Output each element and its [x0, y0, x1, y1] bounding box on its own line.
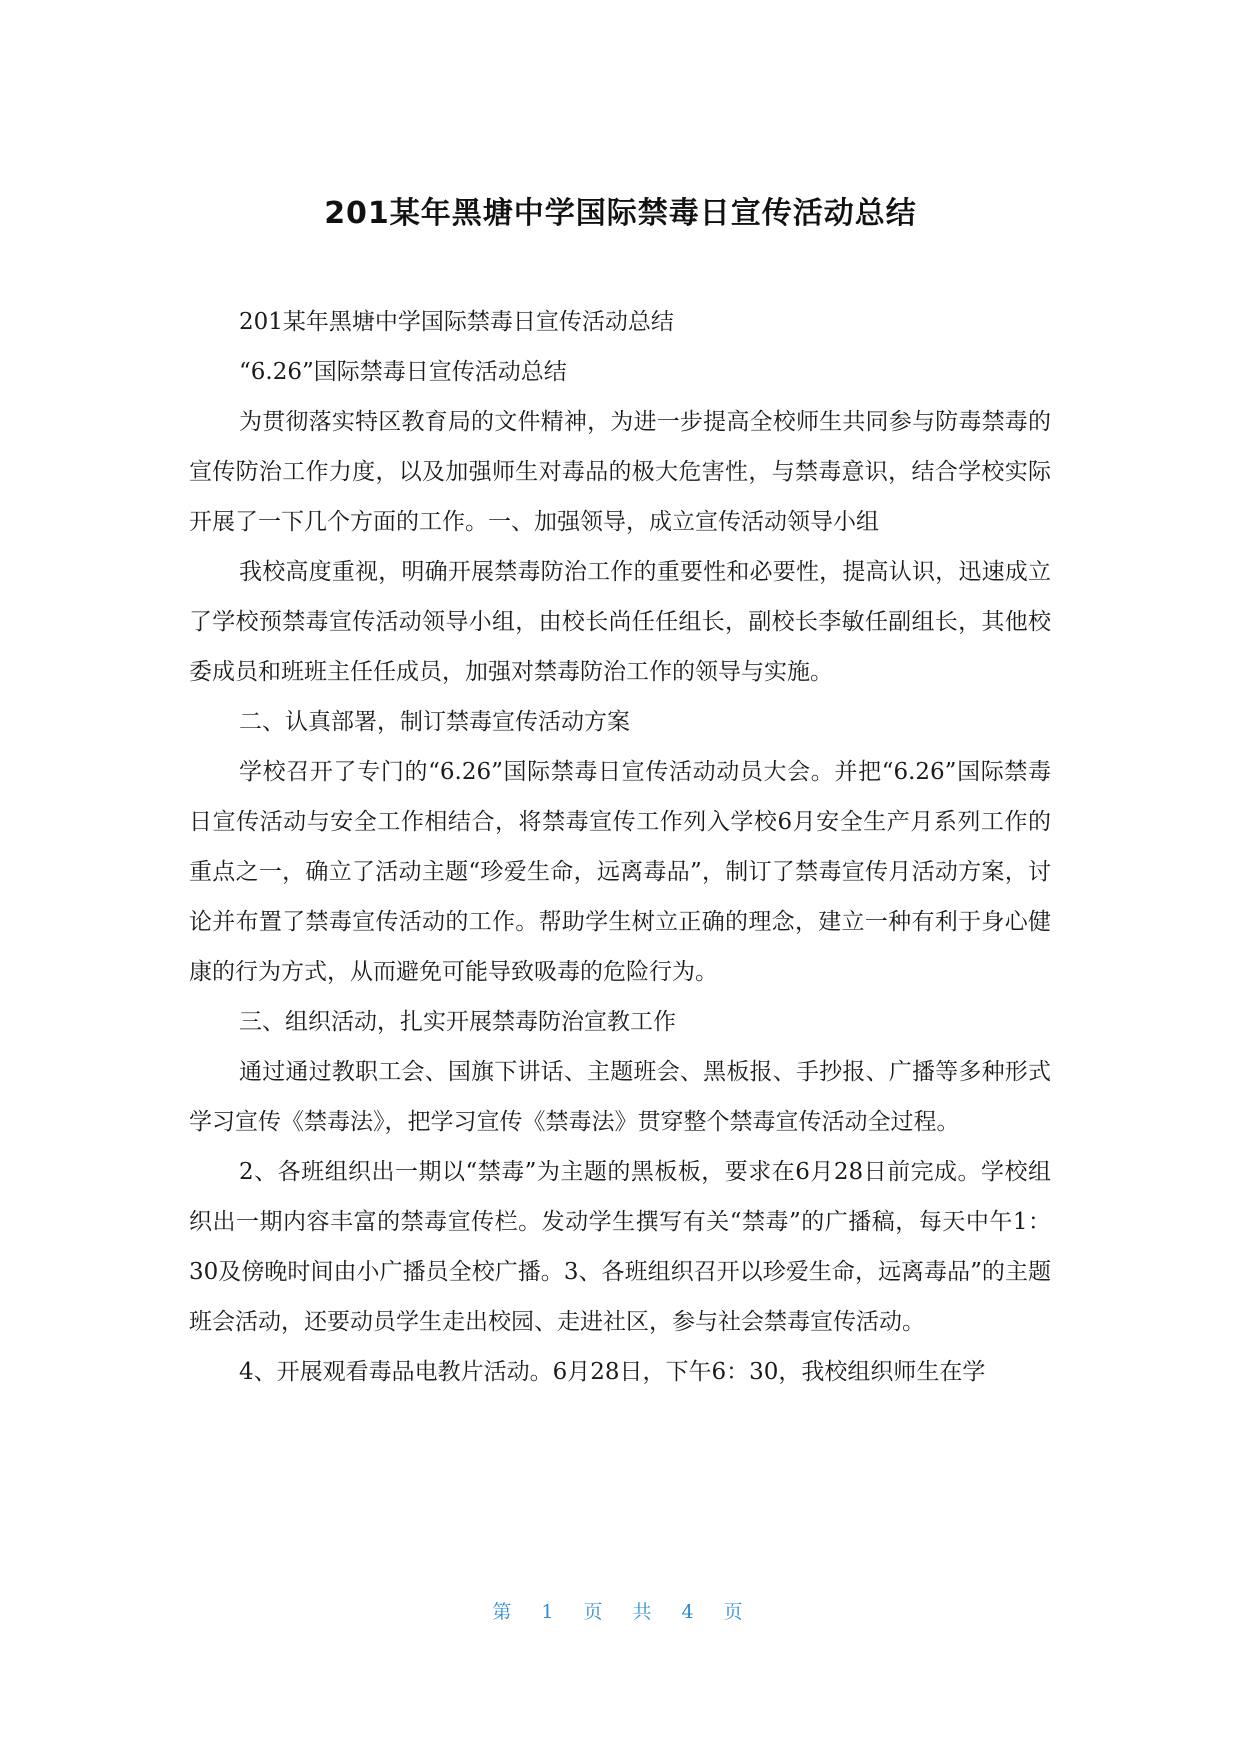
document-title: 201某年黑塘中学国际禁毒日宣传活动总结 [324, 196, 917, 231]
paragraph: 通过通过教职工会、国旗下讲话、主题班会、黑板报、手抄报、广播等多种形式学习宣传《禁毒法》，把学习宣传《禁毒法》贯穿整个禁毒宣传活动全过程。 [189, 1059, 1051, 1135]
paragraph: “6.26”国际禁毒日宣传活动总结 [239, 359, 567, 385]
paragraph: 2、各班组织出一期以“禁毒”为主题的黑板板，要求在6月28日前完成。学校组织出一期内容丰富的禁毒宣传栏。发动学生撰写有关“禁毒”的广播稿，每天中午1：30及傍晚时间由小广播员全校广播。3、各班组织召开以珍爱生命，远离毒品”的主题班会活动，还要动员学生走出校园、走进社区，参与社会禁毒宣传活动。 [189, 1159, 1051, 1335]
paragraph: 为贯彻落实特区教育局的文件精神，为进一步提高全校师生共同参与防毒禁毒的宣传防治工作力度，以及加强师生对毒品的极大危害性，与禁毒意识，结合学校实际开展了一下几个方面的工作。一、加强领导，成立宣传活动领导小组 [189, 409, 1051, 535]
document-body [189, 297, 1051, 1397]
paragraph: 三、组织活动，扎实开展禁毒防治宣教工作 [239, 1009, 676, 1035]
paragraph: 我校高度重视，明确开展禁毒防治工作的重要性和必要性，提高认识，迅速成立了学校预禁毒宣传活动领导小组，由校长尚任任组长，副校长李敏任副组长，其他校委成员和班班主任任成员，加强对禁毒防治工作的领导与实施。 [189, 559, 1051, 685]
paragraph: 二、认真部署，制订禁毒宣传活动方案 [239, 709, 630, 735]
page-footer: 第 1 页 共 4 页 [492, 1601, 749, 1623]
paragraph: 4、开展观看毒品电教片活动。6月28日，下午6：30，我校组织师生在学 [239, 1359, 986, 1385]
paragraph: 学校召开了专门的“6.26”国际禁毒日宣传活动动员大会。并把“6.26”国际禁毒日宣传活动与安全工作相结合，将禁毒宣传工作列入学校6月安全生产月系列工作的重点之一，确立了活动主题“珍爱生命，远离毒品”，制订了禁毒宣传月活动方案，讨论并布置了禁毒宣传活动的工作。帮助学生树立正确的理念，建立一种有利于身心健康的行为方式，从而避免可能导致吸毒的危险行为。 [189, 759, 1051, 985]
paragraph: 201某年黑塘中学国际禁毒日宣传活动总结 [239, 309, 674, 335]
